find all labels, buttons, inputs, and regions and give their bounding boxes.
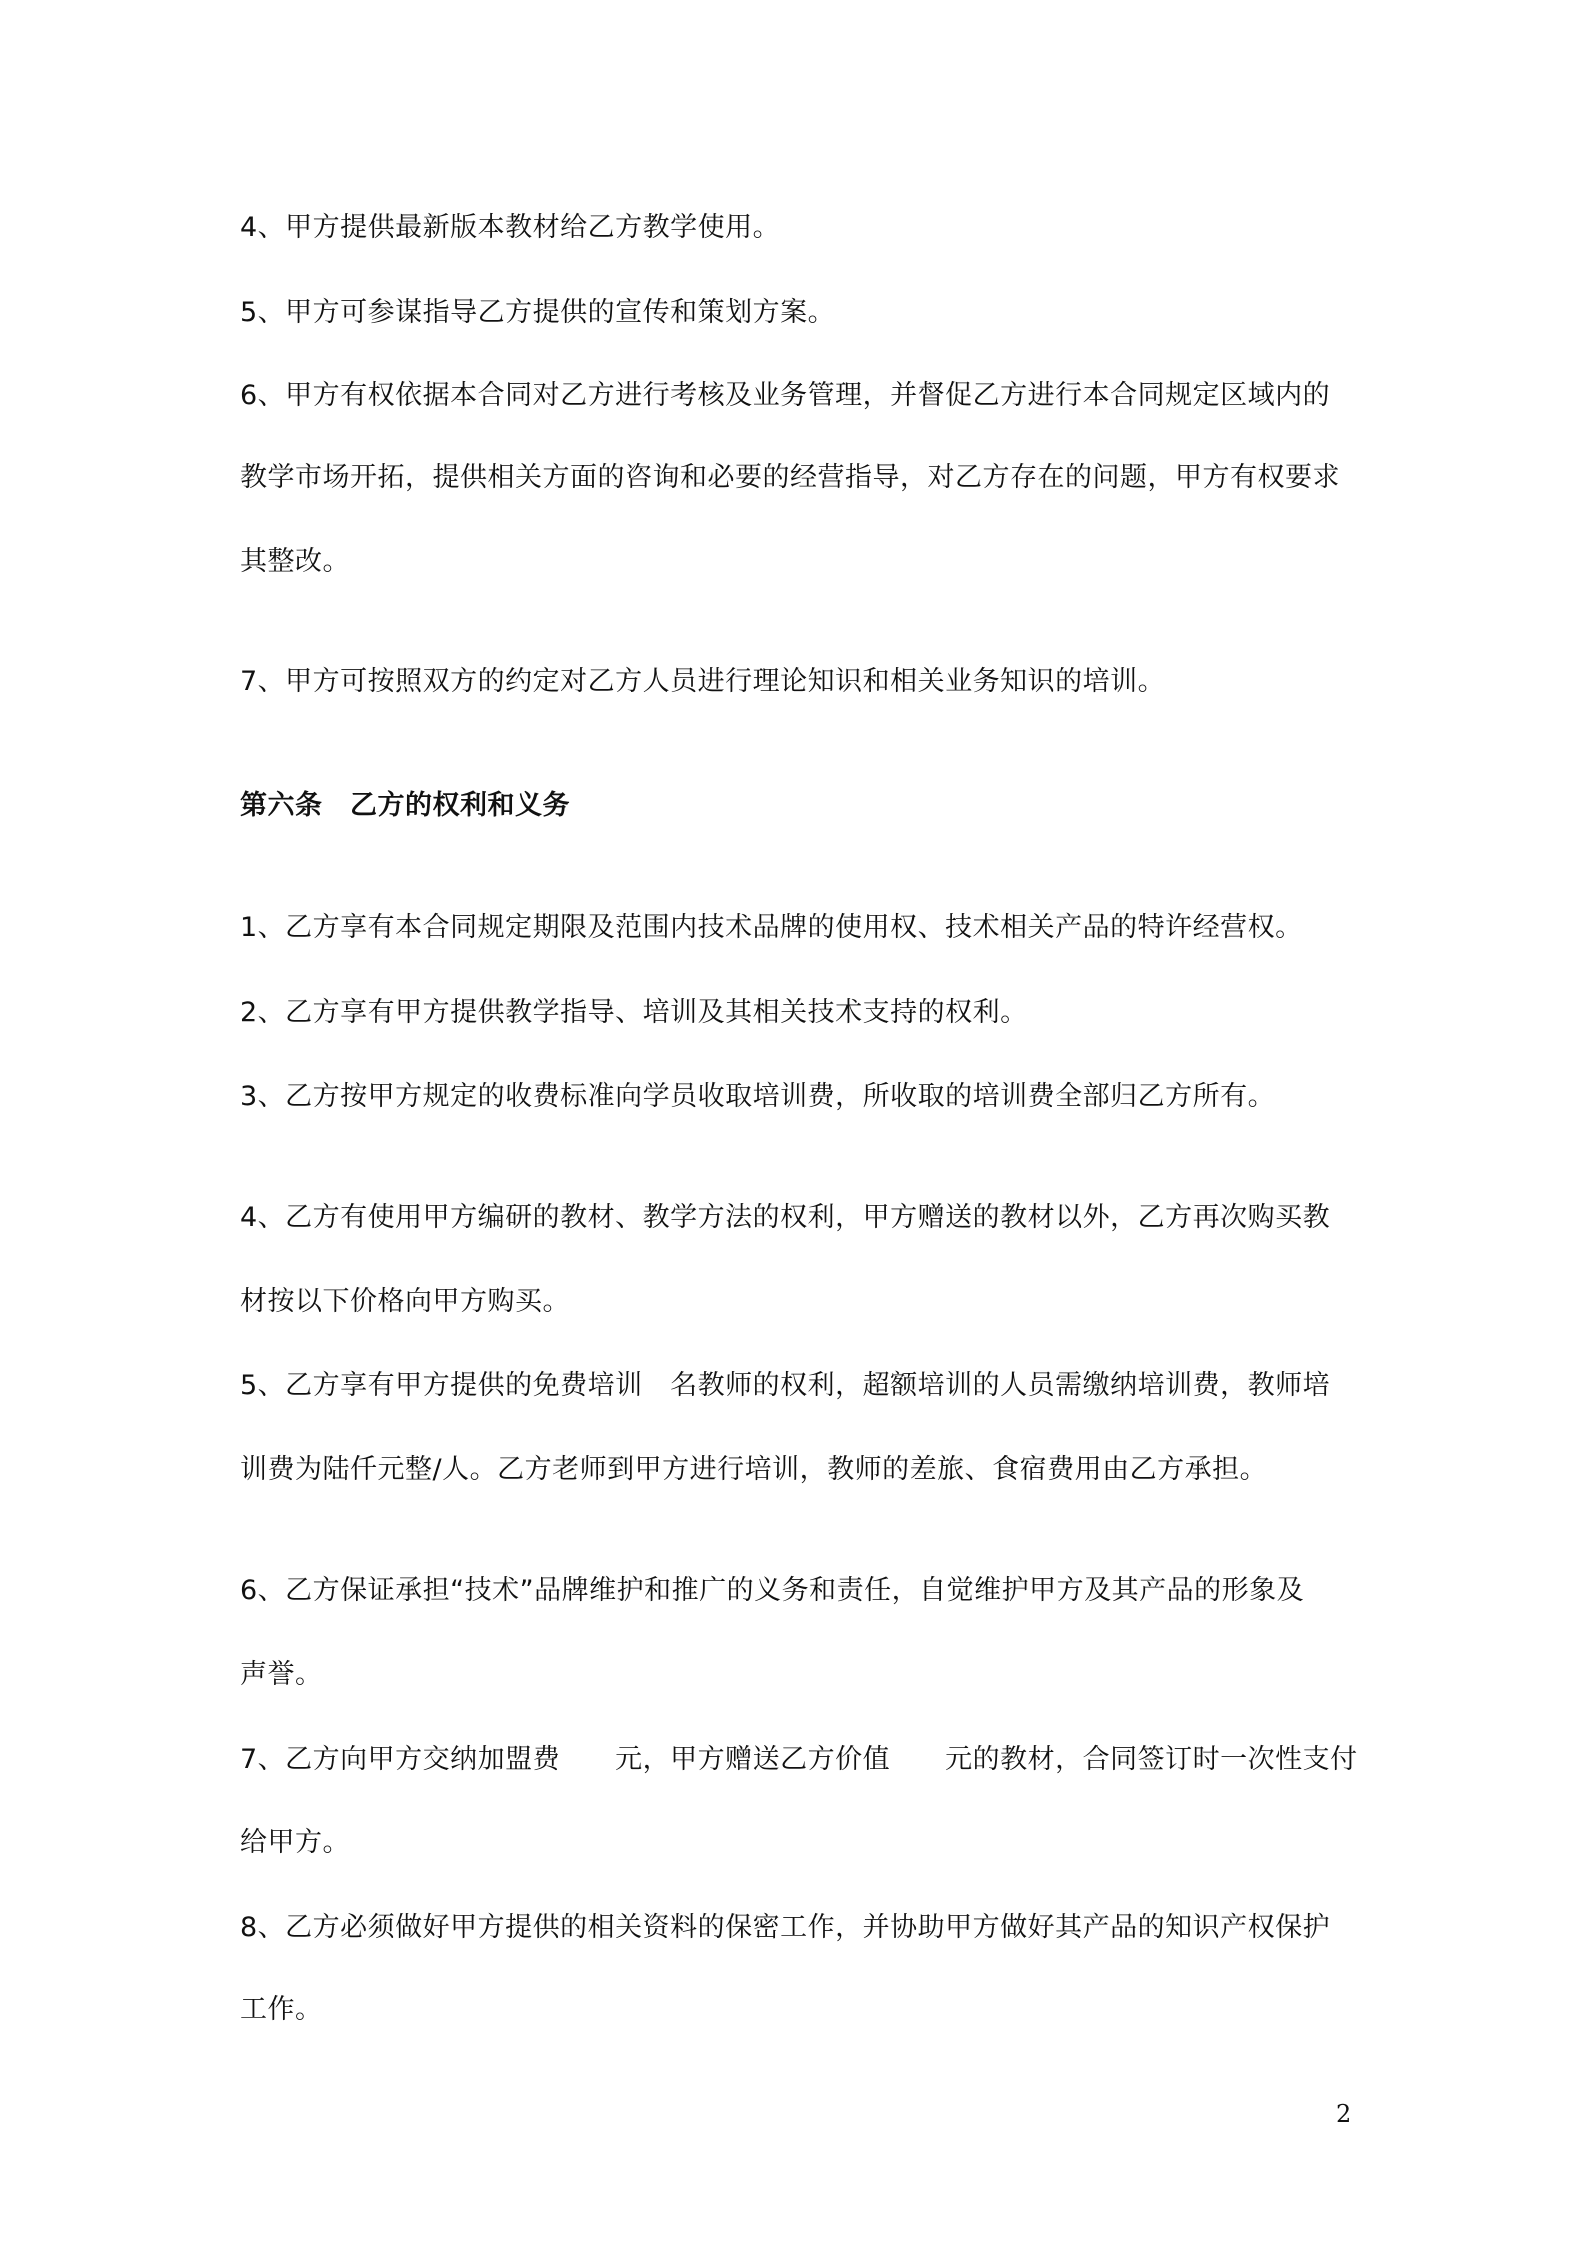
clause-line: 给甲方。 [240,1827,350,1858]
clause-line: 4、甲方提供最新版本教材给乙方教学使用。 [240,212,781,243]
clause-line: 5、甲方可参谋指导乙方提供的宣传和策划方案。 [240,297,836,328]
clause-line: 教学市场开拓，提供相关方面的咨询和必要的经营指导，对乙方存在的问题，甲方有权要求 [240,462,1340,493]
clause-line: 7、乙方向甲方交纳加盟费 元，甲方赠送乙方价值 元的教材，合同签订时一次性支付 [240,1744,1358,1775]
clause-line: 其整改。 [240,546,350,577]
section-heading: 第六条 乙方的权利和义务 [240,790,570,821]
clause-line: 4、乙方有使用甲方编研的教材、教学方法的权利，甲方赠送的教材以外，乙方再次购买教 [240,1202,1331,1233]
clause-line: 8、乙方必须做好甲方提供的相关资料的保密工作，并协助甲方做好其产品的知识产权保护 [240,1912,1331,1943]
clause-line: 材按以下价格向甲方购买。 [240,1286,570,1317]
clause-line: 6、甲方有权依据本合同对乙方进行考核及业务管理，并督促乙方进行本合同规定区域内的 [240,380,1331,411]
clause-line: 训费为陆仟元整/人。乙方老师到甲方进行培训，教师的差旅、食宿费用由乙方承担。 [240,1454,1268,1485]
clause-line: 6、乙方保证承担“技术”品牌维护和推广的义务和责任，自觉维护甲方及其产品的形象及 [240,1575,1305,1606]
clause-line: 3、乙方按甲方规定的收费标准向学员收取培训费，所收取的培训费全部归乙方所有。 [240,1081,1276,1112]
clause-line: 5、乙方享有甲方提供的免费培训 名教师的权利，超额培训的人员需缴纳培训费，教师培 [240,1370,1331,1401]
clause-line: 2、乙方享有甲方提供教学指导、培训及其相关技术支持的权利。 [240,997,1028,1028]
clause-line: 声誉。 [240,1659,323,1690]
page-number: 2 [1336,2100,1352,2128]
clause-line: 工作。 [240,1994,323,2025]
clause-line: 1、乙方享有本合同规定期限及范围内技术品牌的使用权、技术相关产品的特许经营权。 [240,912,1303,943]
clause-line: 7、甲方可按照双方的约定对乙方人员进行理论知识和相关业务知识的培训。 [240,666,1166,697]
